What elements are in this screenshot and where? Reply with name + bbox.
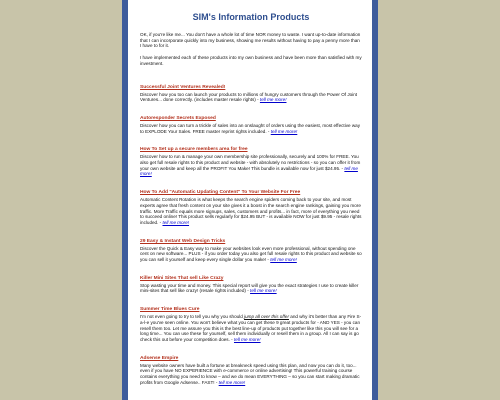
product-title-link[interactable]: Autoresponder Secrets Exposed xyxy=(140,115,216,121)
product-web-design-tricks xyxy=(140,239,362,263)
product-description: I'm not even going to try to tell you why you should jump all over this offer and why it's better than any Fire S-a-l-e you've seen online. You won't believe what you can get these 9 great products for - AND YES - you can resell them too. Let me assure you this is the best line-up of products put together like this you will see for a long time... You can use these for yourself, sell them individually or resell them in a group. All I can say is go check this out before your competition does. - tell me more! xyxy=(140,314,362,342)
emphasis-text: jump all over this offer xyxy=(244,314,289,320)
tell-me-more-link[interactable]: tell me more! xyxy=(259,97,287,103)
tell-me-more-link[interactable]: tell me more! xyxy=(233,336,261,342)
product-description: Discover how you too can launch your products to millions of hungry customers through the Power Of Joint Ventures... done correctly. (includes master resale rights) - tell me more! xyxy=(140,91,358,103)
product-members-area xyxy=(140,147,362,177)
intro-paragraph-2: I have implemented each of these products into my own business and have been more than satisfied with my investment. xyxy=(140,55,362,66)
tell-me-more-link[interactable]: tell me more! xyxy=(162,219,190,225)
content-panel xyxy=(128,0,372,400)
product-autoresponder xyxy=(140,116,362,134)
product-title-link[interactable]: Killer Mini Sites That sell Like Crazy xyxy=(140,275,224,281)
product-title-link[interactable]: 29 Easy & Instant Web Design Tricks xyxy=(140,238,226,244)
tell-me-more-link[interactable]: tell me more! xyxy=(270,257,297,263)
tell-me-more-link[interactable]: tell me more! xyxy=(218,379,246,385)
product-description: Many website owners have built a fortune at breakneck speed using this plan, and now you can do it, too... even if you have NO EXPERIENCE with e-commerce or online advertising! This powerful training course contains everything you need to know – and we do mean EVERYTHING – so you can start making dramatic profits from Google Adsense.. FAST! - tell me more! xyxy=(140,362,360,385)
product-description: Stop wasting your time and money. This special report will give you the exact strategies I use to create killer mini-sites that sell like crazy! (resale rights included) - tell me more! xyxy=(140,282,359,294)
product-auto-content xyxy=(140,190,362,226)
tell-me-more-link[interactable]: tell me more! xyxy=(140,165,358,177)
product-summer-blues xyxy=(140,307,362,343)
product-description: Automatic Content Rotation is what keeps the search engine spiders coming back to your site, and most experts agree that fresh content on your site gives it a boost in the search engine rankings, gaining you more traffic. More Traffic equals more signups, sales, customers and profits... in fact, more of everything you need to succeed online! This product sells regularly for $24.95 BUT - is available NOW for just $9.95 - resale rights included. - tell me more! xyxy=(140,197,362,225)
page-title: SIM's Information Products xyxy=(192,12,310,22)
product-mini-sites xyxy=(140,276,362,294)
product-title-link[interactable]: Adsense Empire xyxy=(140,355,179,361)
product-adsense-empire xyxy=(140,356,362,386)
product-description: Discover how you can turn a trickle of sales into an onslaught of orders using the easiest, most effective way to EXPLODE Your Sales. FREE master reprint rights included. - tell me more! xyxy=(140,122,361,134)
intro-paragraph: OK, if you're like me... You don't have a whole lot of time NOR money to waste. I want up-to-date information that I can incorporate quickly into my business, showing me results without having to pay a penny more than I have to for it. xyxy=(140,32,361,49)
product-title-link[interactable]: How To Set up a secure members area for free xyxy=(140,147,248,153)
tell-me-more-link[interactable]: tell me more! xyxy=(270,128,298,134)
product-description: Discover how to run & manage your own membership site professionally, securely and 100% for FREE. You also get full resale rights to this product and website - with absolutely no restrictions - so you can offer it from your own website and keep all the PROFIT You Make! This bundle is available now for just $24.95. - tell me more! xyxy=(140,154,361,177)
product-title-link[interactable]: Successful Joint Ventures Revealed! xyxy=(140,84,226,90)
product-title-link[interactable]: Summer Time Blues Cure xyxy=(140,307,200,313)
product-description: Discover the Quick & Easy way to make your websites look even more professional, without spending one cent on new software... PLUS - if you order today you also get full resale rights to this product and website so you can sell it yourself and keep every single dollar you make! - tell me more! xyxy=(140,245,362,263)
product-title-link[interactable]: How To Add "Automatic Updating Content" To Your Website For Free xyxy=(140,190,301,196)
product-joint-ventures xyxy=(140,85,362,103)
tell-me-more-link[interactable]: tell me more! xyxy=(250,288,277,294)
